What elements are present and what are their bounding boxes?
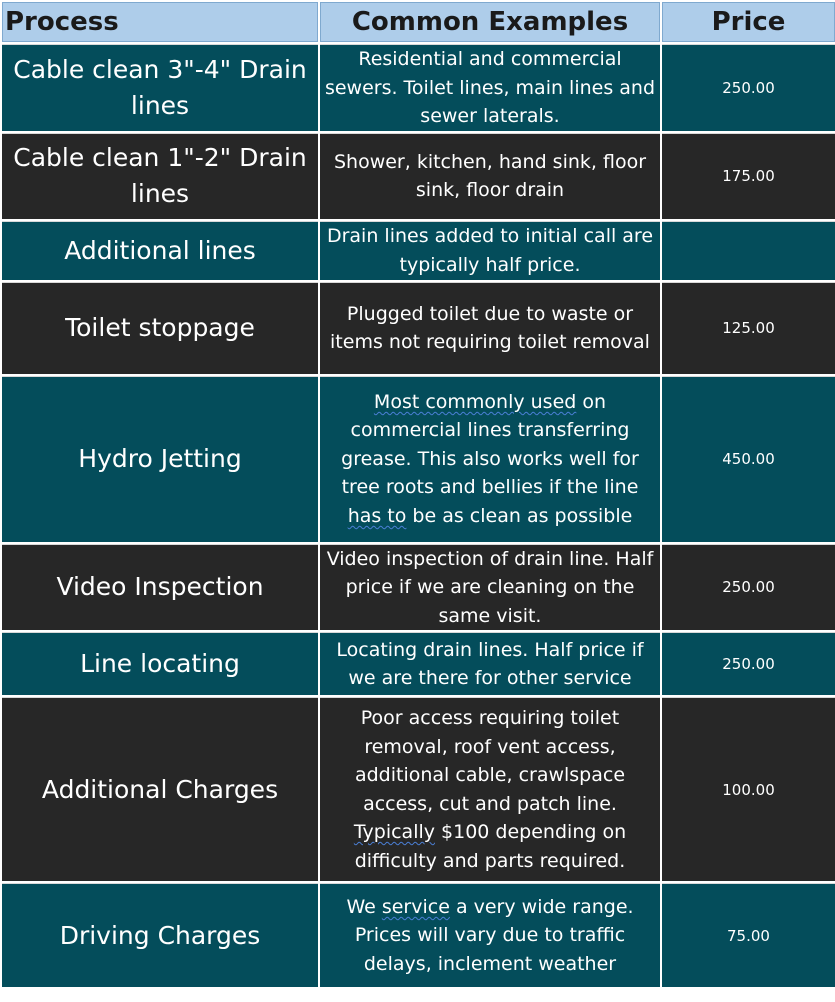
process-cell[interactable]: Video Inspection	[2, 544, 318, 631]
table-row	[2, 133, 835, 219]
table-row	[2, 282, 835, 374]
table-row	[2, 883, 835, 987]
example-text-segment: on commercial lines transferring grease. This also works well for tree roots and bellies if the line	[341, 390, 639, 499]
price-cell[interactable]	[662, 221, 835, 280]
process-cell[interactable]: Toilet stoppage	[2, 282, 318, 374]
example-text-segment: be as clean as possible	[406, 504, 633, 527]
process-cell[interactable]: Cable clean 3"-4" Drain lines	[2, 44, 318, 131]
example-cell[interactable]: Video inspection of drain line. Half price if we are cleaning on the same visit.	[320, 544, 660, 631]
process-cell[interactable]: Cable clean 1"-2" Drain lines	[2, 133, 318, 219]
table-row	[2, 544, 835, 631]
price-cell[interactable]: 250.00	[662, 544, 835, 631]
example-text-segment: We	[346, 895, 382, 918]
price-cell[interactable]: 75.00	[662, 883, 835, 987]
process-cell[interactable]: Driving Charges	[2, 883, 318, 987]
example-cell[interactable]	[320, 697, 660, 881]
header-row	[2, 2, 835, 42]
process-cell[interactable]: Additional lines	[2, 221, 318, 280]
table-row	[2, 44, 835, 131]
price-cell[interactable]: 175.00	[662, 133, 835, 219]
price-column-header[interactable]: Price	[662, 2, 835, 42]
example-text-segment: $100 depending on difficulty and parts required.	[354, 821, 627, 872]
table-row	[2, 697, 835, 881]
example-cell[interactable]: Plugged toilet due to waste or items not requiring toilet removal	[320, 282, 660, 374]
price-cell[interactable]: 450.00	[662, 376, 835, 542]
example-cell[interactable]: Residential and commercial sewers. Toilet lines, main lines and sewer laterals.	[320, 44, 660, 131]
table-row	[2, 221, 835, 280]
spellcheck-flagged-text: Typically	[353, 821, 435, 843]
process-cell[interactable]: Line locating	[2, 632, 318, 695]
price-cell[interactable]: 250.00	[662, 632, 835, 695]
table-row	[2, 632, 835, 695]
price-cell[interactable]: 250.00	[662, 44, 835, 131]
spellcheck-flagged-text: has to	[347, 504, 407, 527]
spellcheck-flagged-text: Most commonly used	[373, 390, 577, 413]
process-column-header[interactable]: Process	[2, 2, 318, 42]
process-cell[interactable]: Hydro Jetting	[2, 376, 318, 542]
spellcheck-flagged-text: service	[381, 895, 450, 918]
process-cell[interactable]: Additional Charges	[2, 697, 318, 881]
price-cell[interactable]: 100.00	[662, 697, 835, 881]
example-cell[interactable]	[320, 883, 660, 987]
example-cell[interactable]: Shower, kitchen, hand sink, floor sink, floor drain	[320, 133, 660, 219]
example-text-segment: Poor access requiring toilet removal, roof vent access, additional cable, crawlspace access, cut and patch line.	[354, 707, 626, 815]
example-cell[interactable]: Drain lines added to initial call are typically half price.	[320, 221, 660, 280]
example-cell[interactable]	[320, 376, 660, 542]
example-cell[interactable]: Locating drain lines. Half price if we are there for other service	[320, 632, 660, 695]
examples-column-header[interactable]: Common Examples	[320, 2, 660, 42]
table-row	[2, 376, 835, 542]
price-cell[interactable]: 125.00	[662, 282, 835, 374]
example-text-segment: a very wide range. Prices will vary due to traffic delays, inclement weather	[354, 895, 634, 975]
